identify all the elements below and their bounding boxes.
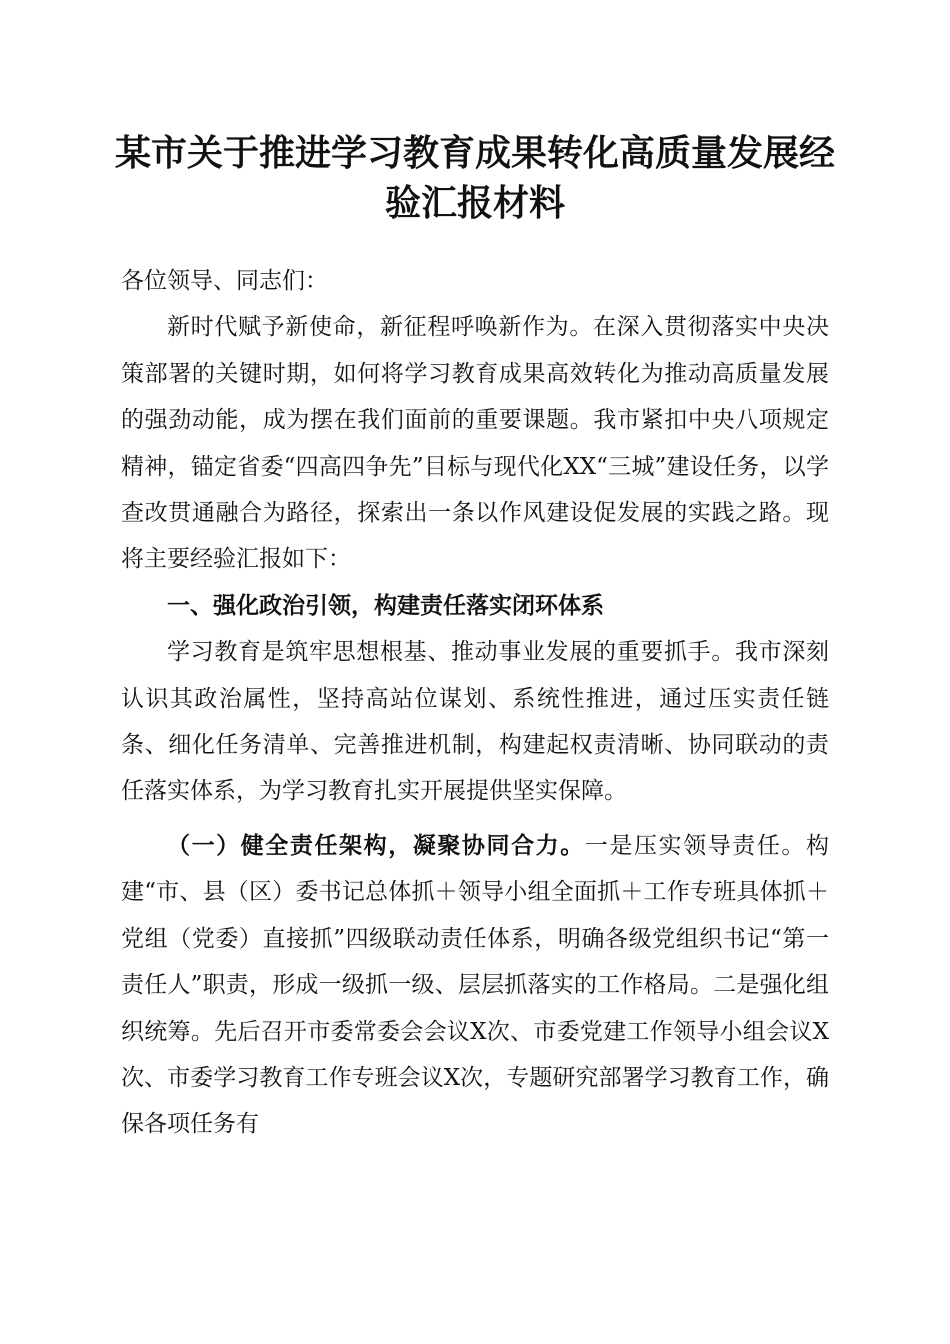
document-title: 某市关于推进学习教育成果转化高质量发展经验汇报材料	[114, 132, 835, 224]
salutation: 各位领导、同志们：	[121, 268, 328, 294]
intro-paragraph: 新时代赋予新使命，新征程呼唤新作为。在深入贯彻落实中央决策部署的关键时期，如何将学习教育成果高效转化为推动高质量发展的强劲动能，成为摆在我们面前的重要课题。我市紧扣中央八项规定精神，锚定省委“四高四争先”目标与现代化XX“三城”建设任务，以学查改贯通融合为路径，探索出一条以作风建设促发展的实践之路。现将主要经验汇报如下：	[121, 314, 829, 573]
subsection-1-body: 一是压实领导责任。构建“市、县（区）委书记总体抓＋领导小组全面抓＋工作专班具体抓＋党组（党委）直接抓”四级联动责任体系，明确各级党组织书记“第一责任人”职责，形成一级抓一级、层层抓落实的工作格局。二是强化组织统筹。先后召开市委常委会会议X次、市委党建工作领导小组会议X次、市委学习教育工作专班会议X次，专题研究部署学习教育工作，确保各项任务有	[121, 832, 830, 1138]
section-1-heading: 一、强化政治引领，构建责任落实闭环体系	[167, 592, 604, 619]
section-1-paragraph: 学习教育是筑牢思想根基、推动事业发展的重要抓手。我市深刻认识其政治属性，坚持高站位谋划、系统性推进，通过压实责任链条、细化任务清单、完善推进机制，构建起权责清晰、协同联动的责任落实体系，为学习教育扎实开展提供坚实保障。	[121, 639, 829, 805]
subsection-1-lead: （一）健全责任架构，凝聚协同合力。	[167, 831, 585, 859]
subsection-1-paragraph	[121, 823, 829, 1148]
document-body	[121, 258, 829, 1148]
